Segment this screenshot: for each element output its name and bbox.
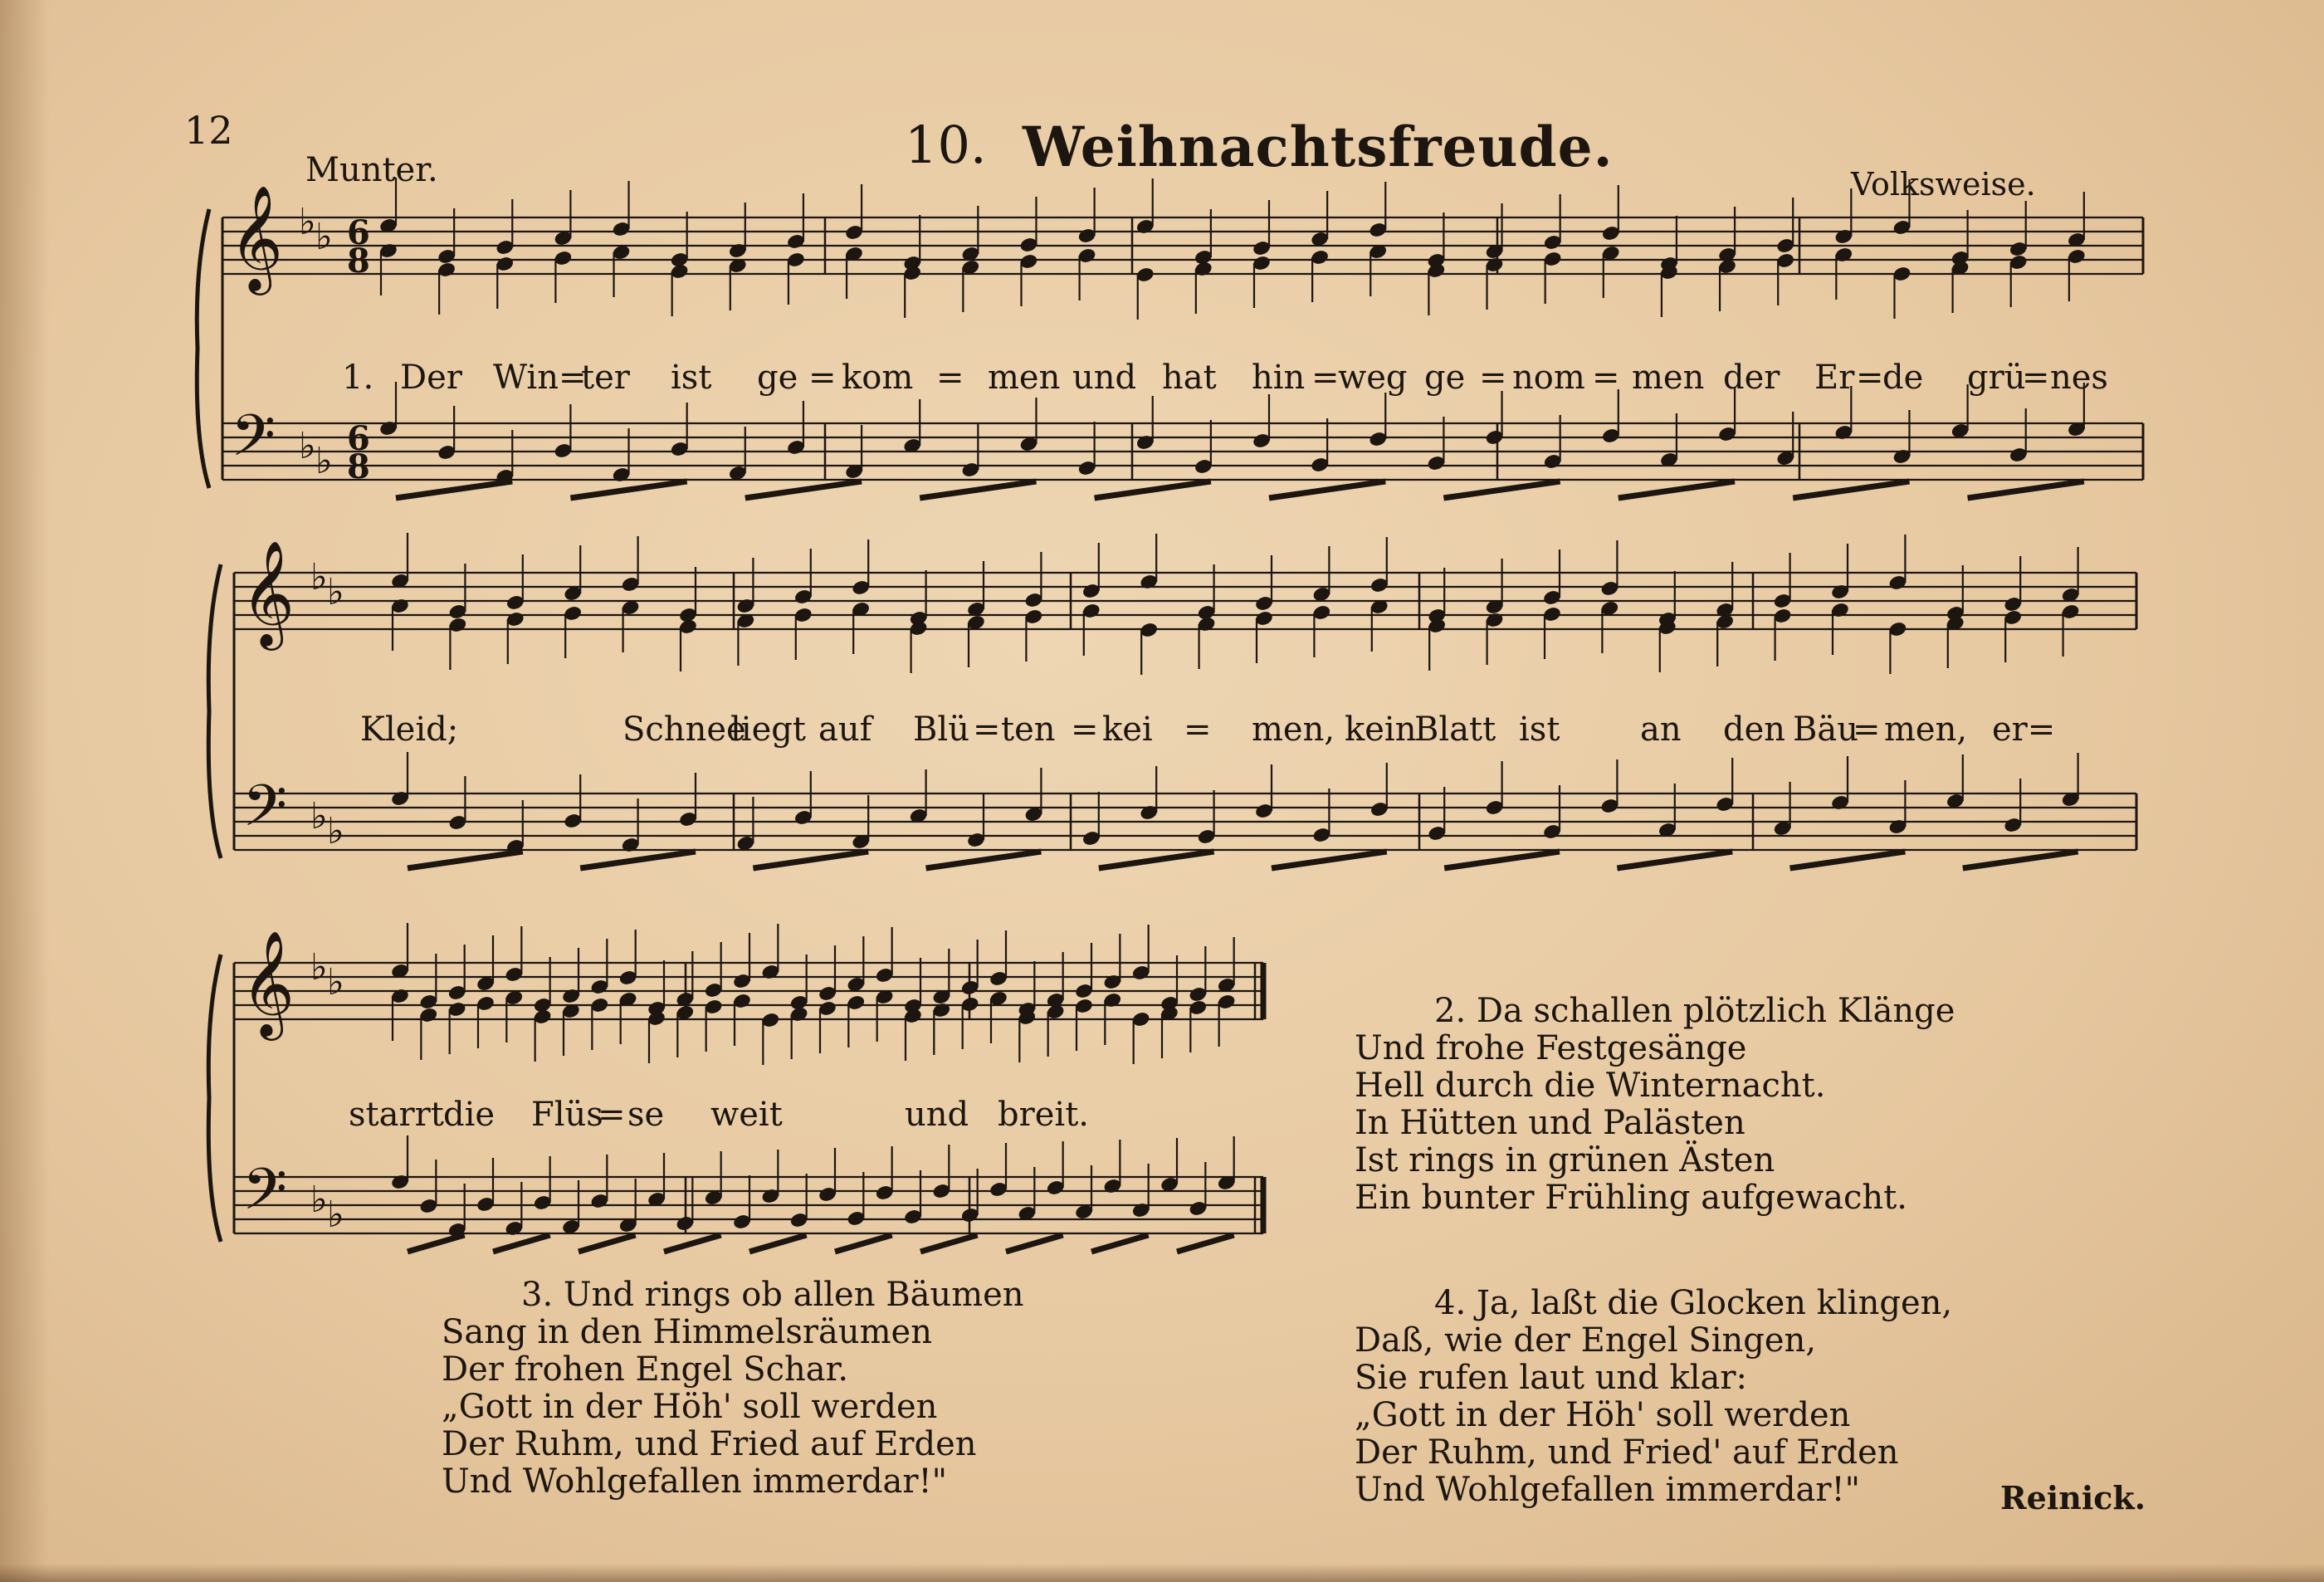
lyric-syllable: ge — [1424, 359, 1466, 397]
stanza-line: 3. Und rings ob allen Bäumen — [521, 1276, 1024, 1314]
song-number: 10. — [905, 115, 987, 175]
lyric-syllable: se — [627, 1096, 665, 1134]
lyric-syllable: Win= — [493, 359, 587, 397]
lyric-syllable: die — [443, 1096, 496, 1134]
stanza-3 — [442, 1277, 1024, 1501]
melody-source: Volksweise. — [1851, 166, 2036, 203]
key-signature-flat: ♭ — [310, 946, 328, 989]
lyric-syllable: und — [1072, 359, 1137, 397]
lyric-syllable: men, — [1252, 710, 1335, 749]
stanza-line: Daß, wie der Engel Singen, — [1355, 1321, 1817, 1360]
lyric-syllable: Er — [1814, 359, 1855, 397]
lyric-syllable: und — [905, 1096, 969, 1134]
lyric-syllable: Blü — [913, 710, 969, 749]
note-beam — [920, 481, 1036, 498]
bass-clef: 𝄢 — [242, 772, 288, 853]
tempo-marking: Munter. — [305, 151, 438, 189]
key-signature-flat: ♭ — [310, 556, 328, 598]
lyric-syllable: er= — [1992, 710, 2056, 749]
key-signature-flat: ♭ — [315, 216, 333, 258]
lyric-syllable: nom — [1512, 359, 1585, 397]
lyric-syllable: men — [988, 359, 1061, 397]
note-beam — [1443, 481, 1560, 498]
time-signature: 6 — [347, 213, 370, 252]
note-beam — [664, 1235, 721, 1252]
page-number: 12 — [184, 108, 233, 153]
lyric-syllable: breit. — [998, 1096, 1089, 1134]
key-signature-flat: ♭ — [327, 810, 344, 852]
lyric-syllable: = — [1856, 359, 1884, 397]
lyric-syllable: men — [1632, 359, 1705, 397]
lyric-syllable: Schnee — [622, 710, 746, 749]
note-beam — [1177, 1235, 1234, 1252]
lyric-syllable: ten — [1001, 710, 1056, 749]
note-beam — [408, 1235, 465, 1252]
lyric-syllable: = — [1479, 359, 1507, 397]
lyric-syllable: = — [1184, 710, 1212, 749]
stanza-line: Und Wohlgefallen immerdar!" — [442, 1462, 947, 1501]
stanza-number: 3. — [521, 1276, 554, 1314]
note-beam — [1790, 852, 1906, 868]
treble-clef: 𝄞 — [229, 184, 284, 291]
stanza-line: 2. Da schallen plötzlich Klänge — [1434, 992, 1955, 1030]
key-signature-flat: ♭ — [327, 961, 344, 1003]
lyric-syllable: = — [1592, 359, 1620, 397]
lyric-syllable: de — [1882, 359, 1924, 397]
note-beam — [408, 852, 523, 868]
brace — [208, 564, 221, 858]
lyric-syllable: nes — [2050, 359, 2108, 397]
lyric-syllable: grü — [1967, 359, 2026, 397]
lyric-syllable: = — [1071, 710, 1099, 749]
note-beam — [396, 481, 512, 498]
stanza-line: Sie rufen laut und klar: — [1355, 1359, 1747, 1397]
lyric-syllable: = — [1853, 710, 1881, 749]
note-beam — [1444, 852, 1560, 868]
lyric-syllable: ge — [757, 359, 798, 397]
stanza-line: Der Ruhm, und Fried' auf Erden — [1355, 1433, 1899, 1472]
stanza-number: 4. — [1434, 1284, 1467, 1322]
bass-clef: 𝄢 — [242, 1155, 288, 1237]
key-signature-flat: ♭ — [310, 1179, 328, 1221]
brace — [208, 955, 221, 1242]
stanza-line: Hell durch die Winternacht. — [1355, 1067, 1826, 1105]
note-beam — [579, 1235, 636, 1252]
stanza-2 — [1355, 993, 1955, 1217]
stanza-number: 2. — [1434, 992, 1467, 1030]
lyric-syllable: ist — [1519, 710, 1560, 749]
note-beam — [1968, 481, 2084, 498]
note-beam — [1006, 1235, 1063, 1252]
stanza-line: Und Wohlgefallen immerdar!" — [1355, 1471, 1860, 1509]
lyric-syllable: Kleid; — [360, 710, 459, 749]
stanza-line: Sang in den Himmelsräumen — [442, 1313, 932, 1351]
note-beam — [1963, 852, 2078, 868]
lyric-syllable: ist — [671, 359, 712, 397]
lyric-syllable: men, — [1884, 710, 1968, 749]
note-beam — [745, 481, 862, 498]
bass-clef: 𝄢 — [231, 402, 276, 483]
key-signature-flat: ♭ — [327, 1194, 344, 1236]
time-signature: 8 — [347, 447, 370, 486]
time-signature: 8 — [347, 242, 370, 281]
brace — [197, 209, 209, 488]
lyric-syllable: = — [936, 359, 964, 397]
note-beam — [920, 1235, 978, 1252]
note-beam — [1091, 1235, 1149, 1252]
note-beam — [580, 852, 696, 868]
note-beam — [570, 481, 686, 498]
key-signature-flat: ♭ — [299, 425, 316, 467]
lyric-syllable: = — [598, 1096, 626, 1134]
lyric-syllable: weit — [710, 1096, 783, 1134]
lyric-syllable: weg — [1338, 359, 1408, 397]
lyric-syllable: ter — [581, 359, 630, 397]
lyric-syllable: Bäu — [1793, 710, 1859, 749]
time-signature: 6 — [347, 419, 370, 458]
lyric-syllable: Der — [400, 359, 462, 397]
note-beam — [1272, 852, 1387, 868]
lyric-syllable: auf — [818, 710, 872, 749]
treble-clef: 𝄞 — [241, 540, 295, 646]
note-beam — [1617, 852, 1732, 868]
lyric-syllable: hin — [1252, 359, 1306, 397]
stanza-line: In Hütten und Palästen — [1355, 1104, 1745, 1142]
stanza-line: Der frohen Engel Schar. — [442, 1350, 849, 1389]
lyric-syllable: starrt — [349, 1096, 444, 1134]
lyric-syllable: Flüs — [531, 1096, 603, 1134]
note-beam — [1269, 481, 1385, 498]
lyric-syllable: der — [1723, 359, 1780, 397]
lyric-syllable: liegt — [730, 710, 806, 749]
note-beam — [1095, 481, 1211, 498]
lyric-syllable: = — [973, 710, 1001, 749]
treble-clef: 𝄞 — [241, 930, 295, 1036]
lyric-syllable: kein — [1345, 710, 1417, 749]
stanza-line: „Gott in der Höh' soll werden — [1355, 1396, 1851, 1434]
lyric-syllable: den — [1723, 710, 1786, 749]
note-beam — [1793, 481, 1909, 498]
lyric-syllable: = — [2022, 359, 2050, 397]
note-beam — [1618, 481, 1735, 498]
note-beam — [493, 1235, 550, 1252]
lyric-syllable: kom — [842, 359, 914, 397]
stanza-line: Und frohe Festgesänge — [1355, 1029, 1747, 1067]
lyric-syllable: Blatt — [1414, 710, 1496, 749]
stanza-4 — [1355, 1285, 1952, 1509]
key-signature-flat: ♭ — [315, 440, 333, 482]
lyric-syllable: kei — [1102, 710, 1153, 749]
stanza-line: Der Ruhm, und Fried auf Erden — [442, 1425, 977, 1463]
note-beam — [749, 1235, 807, 1252]
stanza-line: „Gott in der Höh' soll werden — [442, 1388, 938, 1426]
note-beam — [753, 852, 868, 868]
song-title: Weihnachtsfreude. — [1023, 115, 1614, 179]
lyric-syllable: an — [1640, 710, 1682, 749]
note-beam — [926, 852, 1042, 868]
lyric-syllable: hat — [1162, 359, 1217, 397]
stanza-line: Ein bunter Frühling aufgewacht. — [1355, 1179, 1907, 1217]
lyric-syllable: 1. — [342, 359, 374, 397]
stanza-line: Ist rings in grünen Ästen — [1355, 1141, 1775, 1179]
key-signature-flat: ♭ — [327, 571, 344, 613]
author-credit: Reinick. — [2000, 1479, 2146, 1516]
lyric-syllable: = — [1311, 359, 1340, 397]
lyric-syllable: = — [808, 359, 837, 397]
key-signature-flat: ♭ — [310, 795, 328, 837]
key-signature-flat: ♭ — [299, 201, 316, 243]
note-beam — [835, 1235, 892, 1252]
stanza-line: 4. Ja, laßt die Glocken klingen, — [1434, 1284, 1953, 1322]
note-beam — [1099, 852, 1214, 868]
page-bottom-shadow — [0, 1564, 2324, 1582]
